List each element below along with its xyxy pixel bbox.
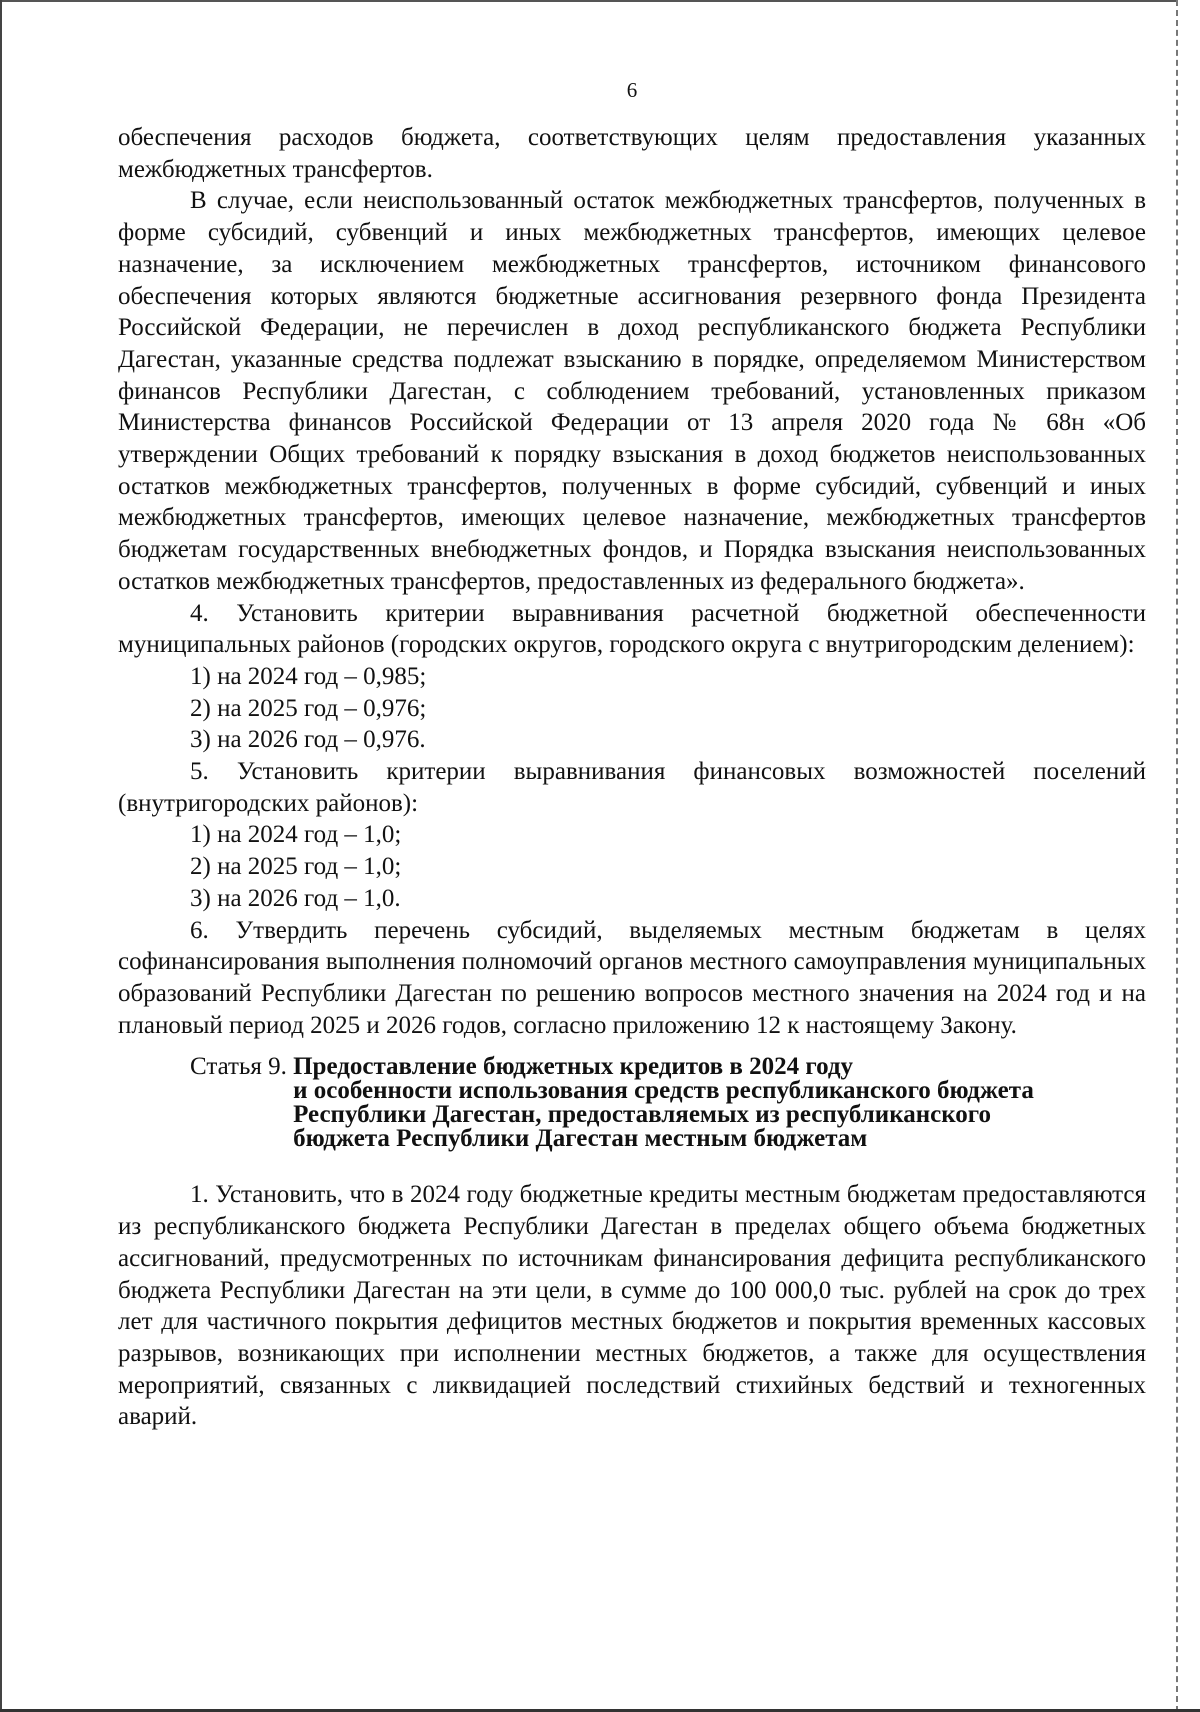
list-item: 3) на 2026 год – 1,0. — [190, 884, 401, 912]
scan-edge-right — [1176, 0, 1178, 1712]
list-item: 3) на 2026 год – 0,976. — [190, 726, 426, 754]
paragraph: 5. Установить критерии выравнивания финансовых возможностей поселений (внутригородских районов): — [118, 758, 1146, 817]
article-title-line: и особенности использования средств республиканского бюджета — [293, 1077, 1034, 1105]
article-title-line: Предоставление бюджетных кредитов в 2024 году — [293, 1053, 854, 1081]
document-body — [118, 122, 1146, 1433]
article-label: Статья 9. — [190, 1053, 294, 1081]
list-item: 2) на 2025 год – 1,0; — [190, 853, 402, 881]
paragraph: В случае, если неиспользованный остаток межбюджетных трансфертов, полученных в форме субсидий, субвенций и иных межбюджетных трансфертов, имеющих целевое назначение, за исключением межбюджетных трансфертов, источником финансового обеспечения которых являются бюджетные ассигнования резервного фонда Президента Российской Федерации, не перечислен в доход республиканского бюджета Республики Дагестан, указанные средства подлежат взысканию в порядке, определяемом Министерством финансов Республики Дагестан, с соблюдением требований, установленных приказом Министерства финансов Российской Федерации от 13 апреля 2020 года № 68н «Об утверждении Общих требований к порядку взыскания в доход бюджетов неиспользованных остатков межбюджетных трансфертов, полученных в форме субсидий, субвенций и иных межбюджетных трансфертов, имеющих целевое назначение, межбюджетных трансфертов бюджетам государственных внебюджетных фондов, и Порядка взыскания неиспользованных остатков межбюджетных трансфертов, предоставленных из федерального бюджета». — [118, 187, 1146, 595]
list-item: 1) на 2024 год – 0,985; — [190, 662, 427, 690]
article-title — [293, 1055, 1146, 1151]
article-title-line: Республики Дагестан, предоставляемых из республиканского — [293, 1101, 992, 1129]
list-item: 1) на 2024 год – 1,0; — [190, 821, 402, 849]
scan-edge-left — [0, 0, 2, 1712]
page-number: 6 — [626, 78, 638, 102]
paragraph: 1. Установить, что в 2024 году бюджетные кредиты местным бюджетам предоставляются из республиканского бюджета Республики Дагестан в пределах общего объема бюджетных ассигнований, предусмотренных по источникам финансирования дефицита республиканского бюджета Республики Дагестан на эти цели, в сумме до 100 000,0 тыс. рублей на срок до трех лет для частичного покрытия дефицитов местных бюджетов и покрытия временных кассовых разрывов, возникающих при исполнении местных бюджетов, а также для осуществления мероприятий, связанных с ликвидацией последствий стихийных бедствий и техногенных аварий. — [118, 1181, 1146, 1431]
list-item: 2) на 2025 год – 0,976; — [190, 694, 427, 722]
article-title-line: бюджета Республики Дагестан местным бюджетам — [293, 1125, 868, 1153]
article-heading — [118, 1055, 1146, 1151]
paragraph: 4. Установить критерии выравнивания расчетной бюджетной обеспеченности муниципальных районов (городских округов, городского округа с внутригородским делением): — [118, 599, 1146, 659]
scan-edge-top — [0, 0, 1178, 2]
paragraph: обеспечения расходов бюджета, соответствующих целям предоставления указанных межбюджетных трансфертов. — [118, 124, 1146, 183]
paragraph: 6. Утвердить перечень субсидий, выделяемых местным бюджетам в целях софинансирования выполнения полномочий органов местного самоуправления муниципальных образований Республики Дагестан по решению вопросов местного значения на 2024 год и на плановый период 2025 и 2026 годов, согласно приложению 12 к настоящему Закону. — [118, 916, 1146, 1039]
